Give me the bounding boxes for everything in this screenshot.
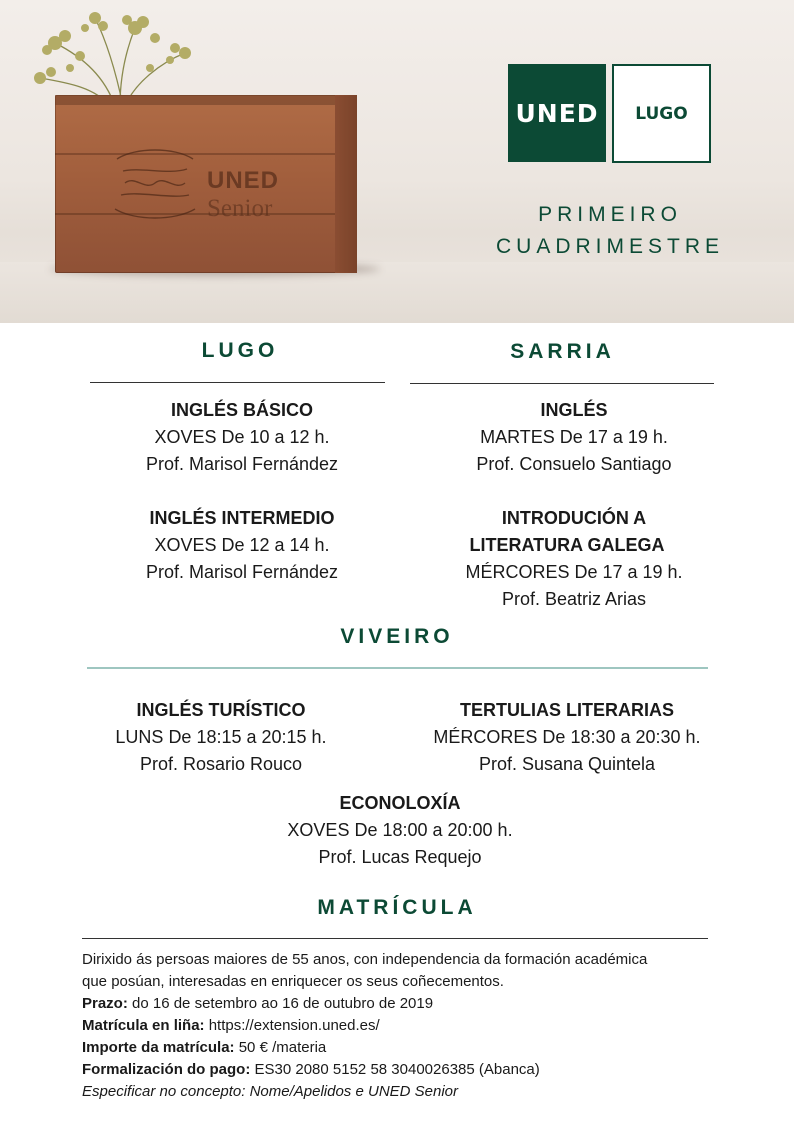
enrollment-intro-line-1: Dirixido ás persoas maiores de 55 anos, con independencia da formación académica: [82, 951, 648, 968]
wooden-crate: [55, 95, 357, 273]
crate-brand-senior: Senior: [207, 195, 273, 222]
enrollment-info: [82, 949, 712, 1103]
course-teacher: Prof. Susana Quintela: [478, 754, 656, 774]
course-title-line-1: INTRODUCIÓN A: [501, 508, 647, 528]
course-teacher: Prof. Consuelo Santiago: [476, 454, 672, 474]
online-link[interactable]: https://extension.uned.es/: [204, 1017, 380, 1034]
course-viveiro-3: [242, 790, 558, 871]
note-text: Especificar no concepto: Nome/Apelidos e UNED Senior: [82, 1083, 459, 1100]
enrollment-online: [82, 1015, 712, 1037]
crate-side: [335, 95, 357, 273]
crate-plank-line: [55, 153, 357, 155]
section-rule-sarria: [410, 383, 714, 384]
term-line-1: PRIMEIRO: [538, 203, 682, 226]
course-sarria-1: [420, 397, 728, 478]
hero-banner: [0, 0, 794, 323]
course-title: TERTULIAS LITERARIAS: [460, 700, 674, 720]
course-title: INGLÉS BÁSICO: [170, 400, 313, 420]
fee-label: Importe da matrícula:: [82, 1039, 235, 1056]
crate-brand-uned: UNED: [207, 167, 280, 194]
course-schedule: XOVES De 10 a 12 h.: [154, 427, 330, 447]
course-teacher: Prof. Lucas Requejo: [318, 847, 482, 867]
deadline-label: Prazo:: [82, 995, 128, 1012]
crate-front: [55, 95, 357, 273]
course-schedule: MARTES De 17 a 19 h.: [480, 427, 668, 447]
enrollment-note: [82, 1081, 712, 1103]
course-viveiro-1: [70, 697, 372, 778]
course-schedule: MÉRCORES De 17 a 19 h.: [465, 562, 683, 582]
online-label: Matrícula en liña:: [82, 1017, 205, 1034]
section-heading-matricula: MATRÍCULA: [317, 896, 477, 919]
section-heading-lugo: LUGO: [201, 339, 279, 362]
term-line-2: CUADRIMESTRE: [495, 235, 724, 258]
logo-lugo: LUGO: [612, 64, 711, 163]
fee-value: 50 € /materia: [234, 1039, 327, 1056]
course-lugo-2: [90, 505, 394, 586]
section-rule-matricula: [82, 938, 708, 939]
enrollment-deadline: [82, 993, 712, 1015]
course-teacher: Prof. Marisol Fernández: [145, 454, 339, 474]
crate-plank-line: [55, 213, 357, 215]
course-schedule: LUNS De 18:15 a 20:15 h.: [115, 727, 327, 747]
enrollment-intro-line-2: que posúan, interesadas en enriquecer os seus coñecementos.: [82, 973, 504, 990]
course-teacher: Prof. Beatriz Arias: [501, 589, 647, 609]
deadline-value: do 16 de setembro ao 16 de outubro de 2019: [127, 995, 434, 1012]
course-title: INGLÉS INTERMEDIO: [149, 508, 335, 528]
logo-uned: UNED: [508, 64, 606, 162]
course-title: INGLÉS TURÍSTICO: [136, 700, 306, 720]
course-title-line-2: LITERATURA GALEGA: [469, 535, 665, 555]
crate-rim: [55, 95, 357, 105]
course-sarria-2: [420, 505, 728, 613]
course-schedule: XOVES De 12 a 14 h.: [154, 535, 330, 555]
course-title: ECONOLOXÍA: [339, 793, 461, 813]
dried-plant-icon: [25, 8, 200, 108]
enrollment-payment: [82, 1059, 712, 1081]
section-heading-sarria: SARRIA: [510, 340, 615, 363]
section-rule-lugo: [90, 382, 385, 383]
uned-lugo-logo: [508, 64, 711, 162]
payment-value: ES30 2080 5152 58 3040026385 (Abanca): [250, 1061, 540, 1078]
section-heading-viveiro: VIVEIRO: [340, 625, 454, 648]
payment-label: Formalización do pago:: [82, 1061, 251, 1078]
crate-stamp-logo: [105, 137, 205, 229]
course-viveiro-2: [406, 697, 728, 778]
course-schedule: MÉRCORES De 18:30 a 20:30 h.: [433, 727, 701, 747]
course-teacher: Prof. Rosario Rouco: [139, 754, 303, 774]
course-lugo-1: [90, 397, 394, 478]
term-title: [470, 199, 750, 263]
course-title: INGLÉS: [540, 400, 608, 420]
section-rule-viveiro: [87, 667, 708, 669]
enrollment-fee: [82, 1037, 712, 1059]
course-schedule: XOVES De 18:00 a 20:00 h.: [287, 820, 513, 840]
course-teacher: Prof. Marisol Fernández: [145, 562, 339, 582]
